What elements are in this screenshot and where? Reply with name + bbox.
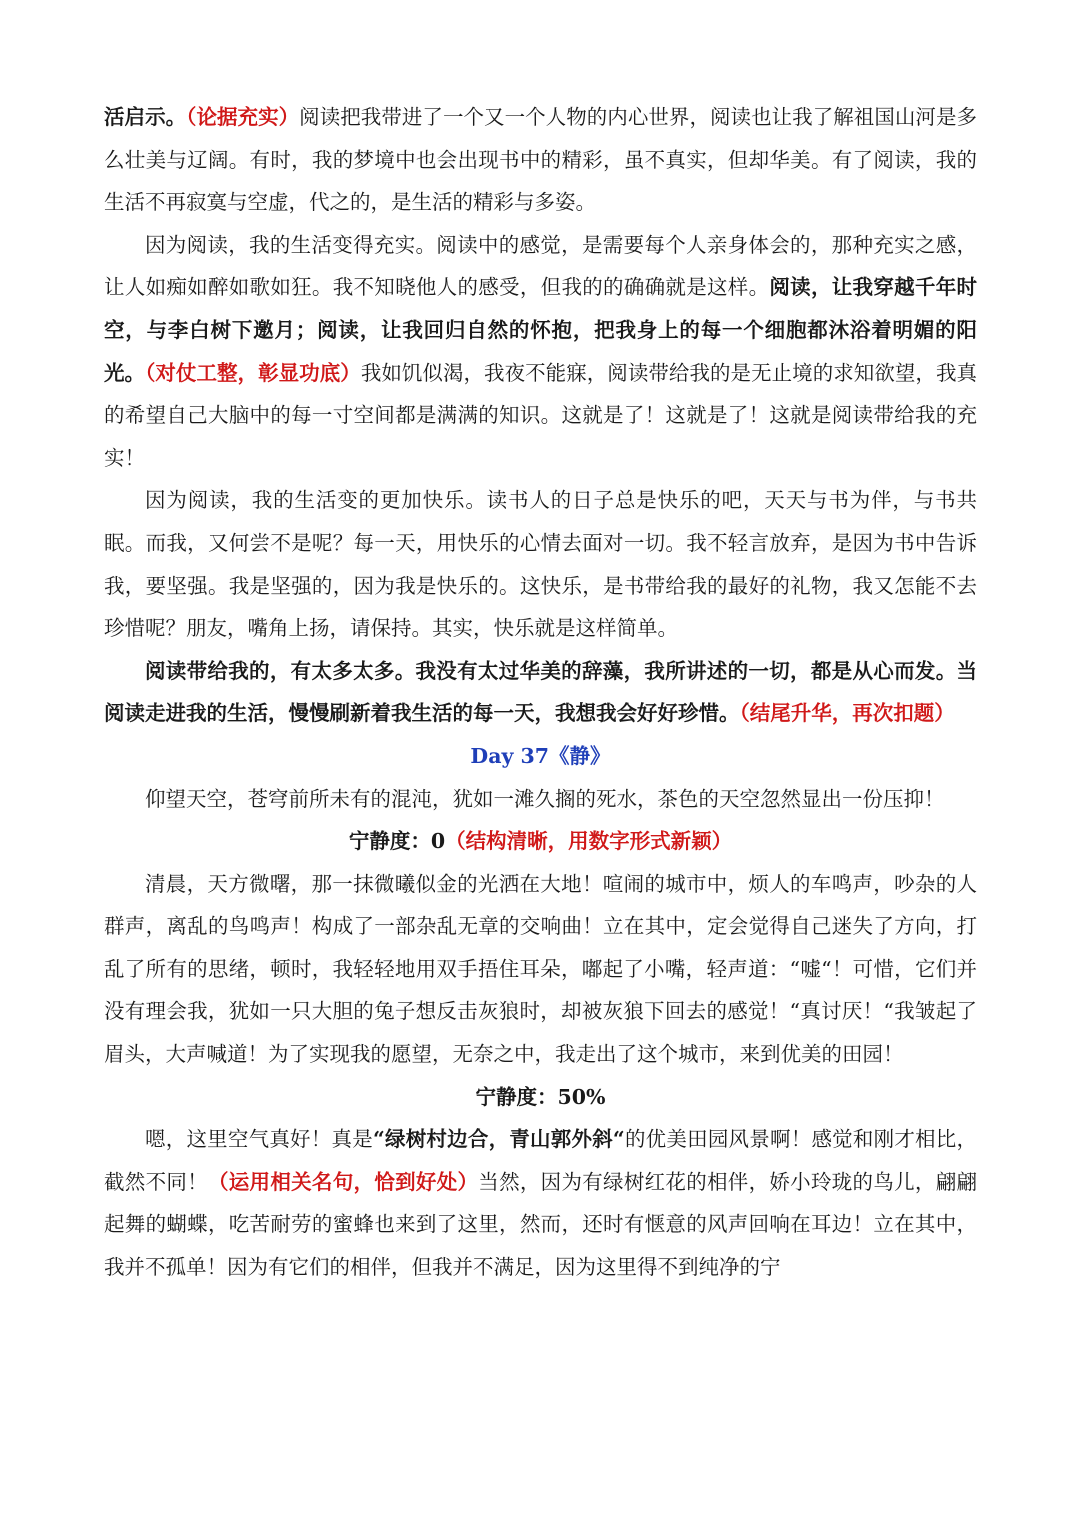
body-text: 因为阅读，我的生活变的更加快乐。读书人的日子总是快乐的吧，天天与书为伴，与书共眠。而我，又何尝不是呢？每一天，用快乐的心情去面对一切。我不轻言放弃，是因为书中告诉我，要坚强。我是坚强的，因为我是快乐的。这快乐，是书带给我的最好的礼物，我又怎能不去珍惜呢？朋友，嘴角上扬，请保持。其实，快乐就是这样简单。 <box>104 488 977 641</box>
comment-annotation: （结构清晰，用数字形式新颖） <box>445 829 733 854</box>
bold-text: 阅读带给我的，有太多太多。我没有太过华美的辞藻，我所讲述的一切，都是从心而发。当阅读走进我的生活，慢慢刷新着我生活的每一天，我想我会好好珍惜。 <box>104 658 977 726</box>
body-text: 因为阅读，我的生活变得充实。阅读中的感觉，是需要每个人亲身体会的，那种充实之感，让人如痴如醉如歌如狂。我不知晓他人的感受，但我的的确确就是这样。 <box>104 232 977 300</box>
body-text: 当然，因为有绿树红花的相伴，娇小玲珑的鸟儿，翩翩起舞的蝴蝶，吃苦耐劳的蜜蜂也来到了这里，然而，还时有惬意的风声回响在耳边！立在其中，我并不孤单！因为有它们的相伴，但我并不满足，因为这里得不到纯净的宁 <box>104 1169 978 1280</box>
comment-annotation: （对仗工整，彰显功底） <box>145 360 361 385</box>
essay-title-text: Day 37《静》 <box>470 743 611 768</box>
body-text: 阅读把我带进了一个又一个人物的内心世界，阅读也让我了解祖国山河是多么壮美与辽阔。有时，我的梦境中也会出现书中的精彩，虽不真实，但却华美。有了阅读，我的生活不再寂寞与空虚，代之的，是生活的精彩与多姿。 <box>104 105 978 215</box>
comment-annotation: （结尾升华，再次扣题） <box>739 701 955 726</box>
comment-annotation: （论据充实） <box>186 105 300 129</box>
section-heading-text: 宁静度：0 <box>348 829 446 854</box>
paragraph-reading-world <box>104 96 977 224</box>
section-heading-text: 宁静度：50% <box>475 1084 606 1109</box>
paragraph-countryside <box>104 1118 977 1288</box>
body-text: 嗯，这里空气真好！真是 <box>145 1127 373 1152</box>
paragraph-conclusion <box>104 650 977 735</box>
section-heading-tranquility-0 <box>104 820 977 863</box>
body-text: 仰望天空，苍穹前所未有的混沌，犹如一滩久搁的死水，茶色的天空忽然显出一份压抑！ <box>145 786 945 811</box>
paragraph-happy <box>104 479 977 649</box>
continued-text: 活启示。 <box>104 105 187 129</box>
paragraph-city-morning <box>104 863 977 1076</box>
body-text: 清晨，天方微曙，那一抹微曦似金的光洒在大地！喧闹的城市中，烦人的车鸣声，吵杂的人群声，离乱的鸟鸣声！构成了一部杂乱无章的交响曲！立在其中，定会觉得自己迷失了方向，打乱了所有的思绪，顿时，我轻轻地用双手捂住耳朵，嘟起了小嘴，轻声道：“嘘“！可惜，它们并没有理会我，犹如一只大胆的兔子想反击灰狼时，却被灰狼下回去的感觉！“真讨厌！“我皱起了眉头，大声喊道！为了实现我的愿望，无奈之中，我走出了这个城市，来到优美的田园！ <box>104 871 977 1067</box>
body-text: 的优美田园风景啊！感觉和刚才相比，截然不同！ <box>104 1127 978 1194</box>
quoted-poem-line: “绿树村边合，青山郭外斜“ <box>372 1127 625 1152</box>
paragraph-fulfilling <box>104 224 977 480</box>
paragraph-sky <box>104 778 977 821</box>
comment-annotation: （运用相关名句，恰到好处） <box>207 1169 479 1194</box>
bold-text: 阅读，让我穿越千年时空，与李白树下邀月；阅读，让我回归自然的怀抱，把我身上的每一个细胞都沐浴着明媚的阳光。 <box>104 275 978 385</box>
section-heading-tranquility-50 <box>104 1076 977 1119</box>
body-text: 我如饥似渴，我夜不能寐，阅读带给我的是无止境的求知欲望，我真的希望自己大脑中的每一寸空间都是满满的知识。这就是了！这就是了！这就是阅读带给我的充实！ <box>104 360 978 470</box>
essay-title <box>104 735 977 778</box>
